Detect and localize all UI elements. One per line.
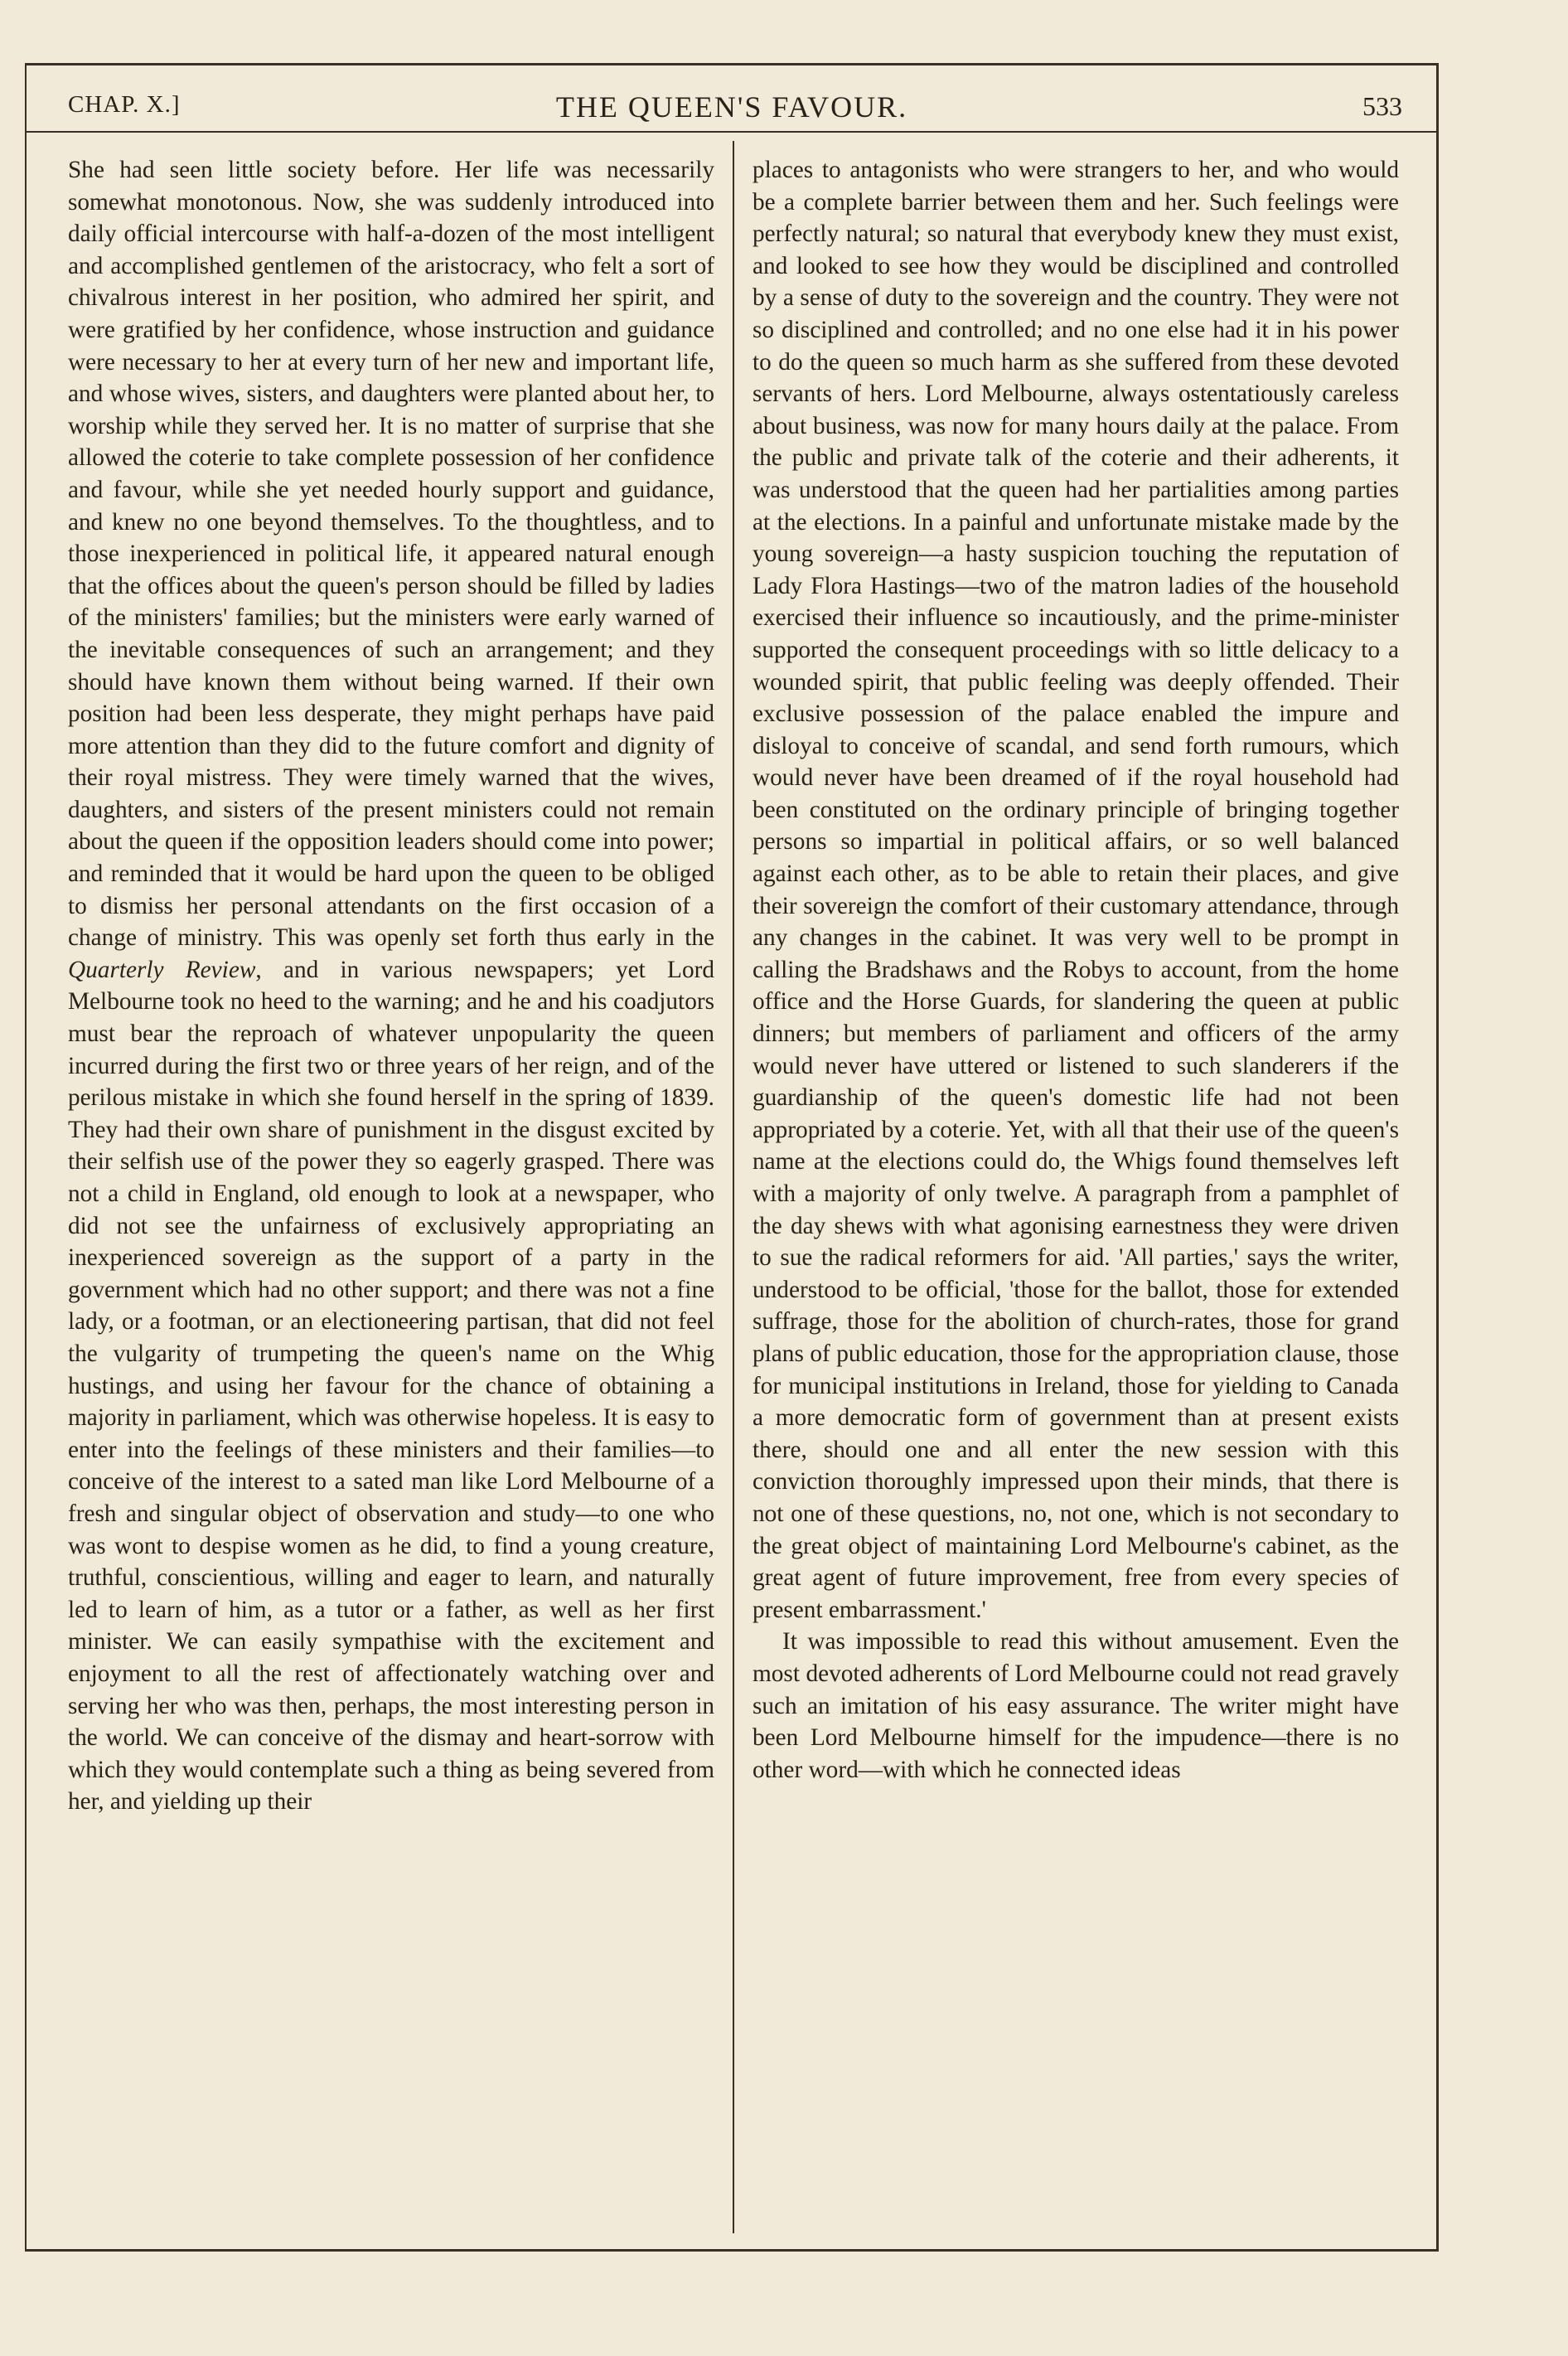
paragraph	[68, 154, 714, 1818]
page-title: THE QUEEN'S FAVOUR.	[555, 90, 908, 124]
running-head	[25, 83, 1439, 133]
paragraph-text: , and in various newspapers; yet Lord Melbourne took no heed to the warning; and he and his coadjutors must bear the reproach of whatever unpopularity the queen incurred during the first two or three years of her reign, and of the perilous mistake in which she found herself in the spring of 1839. They had their own share of punishment in the disgust excited by their selfish use of the power they so eagerly grasped. There was not a child in England, old enough to look at a newspaper, who did not see the unfairness of exclusively appropriating an inexperienced sovereign as the support of a party in the government which had no other support; and there was not a fine lady, or a footman, or an electioneering partisan, that did not feel the vulgarity of trumpeting the queen's name on the Whig hustings, and using her favour for the chance of obtaining a majority in parliament, which was otherwise hopeless. It is easy to enter into the feelings of these ministers and their families—to conceive of the interest to a sated man like Lord Melbourne of a fresh and singular object of observation and study—to one who was wont to despise women as he did, to find a young creature, truthful, conscientious, willing and eager to learn, and naturally led to learn of him, as a tutor or a father, as well as her first minister. We can easily sympathise with the excitement and enjoyment to all the rest of affectionately watching over and serving her who was then, perhaps, the most interesting person in the world. We can conceive of the dismay and heart-sorrow with which they would contemplate such a thing as being severed from her, and yielding up their	[68, 956, 715, 1815]
paragraph: places to antagonists who were strangers to her, and who would be a complete barrier between them and her. Such feelings were perfectly natural; so natural that everybody knew they must exist, and looked to see how they would be disciplined and controlled by a sense of duty to the sovereign and the country. They were not so disciplined and controlled; and no one else had it in his power to do the queen so much harm as she suffered from these devoted servants of hers. Lord Melbourne, always ostentatiously careless about business, was now for many hours daily at the palace. From the public and private talk of the coterie and their adherents, it was understood that the queen had her partialities among parties at the elections. In a painful and unfortunate mistake made by the young sovereign—a hasty suspicion touching the reputation of Lady Flora Hastings—two of the matron ladies of the household exercised their influence so incautiously, and the prime-minister supported the consequent proceedings with so little delicacy to a wounded spirit, that public feeling was deeply offended. Their exclusive possession of the palace enabled the impure and disloyal to conceive of scandal, and send forth rumours, which would never have been dreamed of if the royal household had been constituted on the ordinary principle of bringing together persons so impartial in political affairs, or so well balanced against each other, as to be able to retain their places, and give their sovereign the comfort of their customary attendance, through any changes in the cabinet. It was very well to be prompt in calling the Bradshaws and the Robys to account, from the home office and the Horse Guards, for slandering the queen at public dinners; but members of parliament and officers of the army would never have uttered or listened to such slanderers if the guardianship of the queen's domestic life had not been appropriated by a coterie. Yet, with all that their use of the queen's name at the elections could do, the Whigs found themselves left with a majority of only twelve. A paragraph from a pamphlet of the day shews with what agonising earnestness they were driven to sue the radical reformers for aid. 'All parties,' says the writer, understood to be official, 'those for the ballot, those for extended suffrage, those for the abolition of church-rates, those for grand plans of public education, those for the appropriation clause, those for municipal institutions in Ireland, those for yielding to Canada a more democratic form of government than at present exists there, should one and all enter the new session with this conviction thoroughly impressed upon their minds, that there is not one of these questions, no, not one, which is not secondary to the great object of maintaining Lord Melbourne's cabinet, as the great agent of future improvement, free from every species of present embarrassment.'	[753, 157, 1399, 1623]
chapter-label: CHAP. X.]	[68, 91, 181, 118]
column-divider	[733, 141, 734, 2233]
page-number: 533	[1362, 91, 1402, 121]
italic-periodical-title: Quarterly Review	[68, 956, 256, 983]
left-column	[68, 154, 714, 1818]
right-column	[753, 154, 1399, 1786]
paragraph-text: She had seen little society before. Her life was necessarily somewhat monotonous. Now, she was suddenly introduced into daily official intercourse with half-a-dozen of the most intelligent and accomplished gentlemen of the aristocracy, who felt a sort of chivalrous interest in her position, who admired her spirit, and were gratified by her confidence, whose instruction and guidance were necessary to her at every turn of her new and important life, and whose wives, sisters, and daughters were planted about her, to worship while they served her. It is no matter of surprise that she allowed the coterie to take complete possession of her confidence and favour, while she yet needed hourly support and guidance, and knew no one beyond themselves. To the thoughtless, and to those inexperienced in political life, it appeared natural enough that the offices about the queen's person should be filled by ladies of the ministers' families; but the ministers were early warned of the inevitable consequences of such an arrangement; and they should have known them without being warned. If their own position had been less desperate, they might perhaps have paid more attention than they did to the future comfort and dignity of their royal mistress. They were timely warned that the wives, daughters, and sisters of the present ministers could not remain about the queen if the opposition leaders should come into power; and reminded that it would be hard upon the queen to be obliged to dismiss her personal attendants on the first occasion of a change of ministry. This was openly set forth thus early in the	[68, 157, 714, 952]
paragraph: It was impossible to read this without amusement. Even the most devoted adherents of Lord Melbourne could not read gravely such an imitation of his easy assurance. The writer might have been Lord Melbourne himself for the impudence—there is no other word—with which he connected ideas	[753, 1628, 1399, 1783]
